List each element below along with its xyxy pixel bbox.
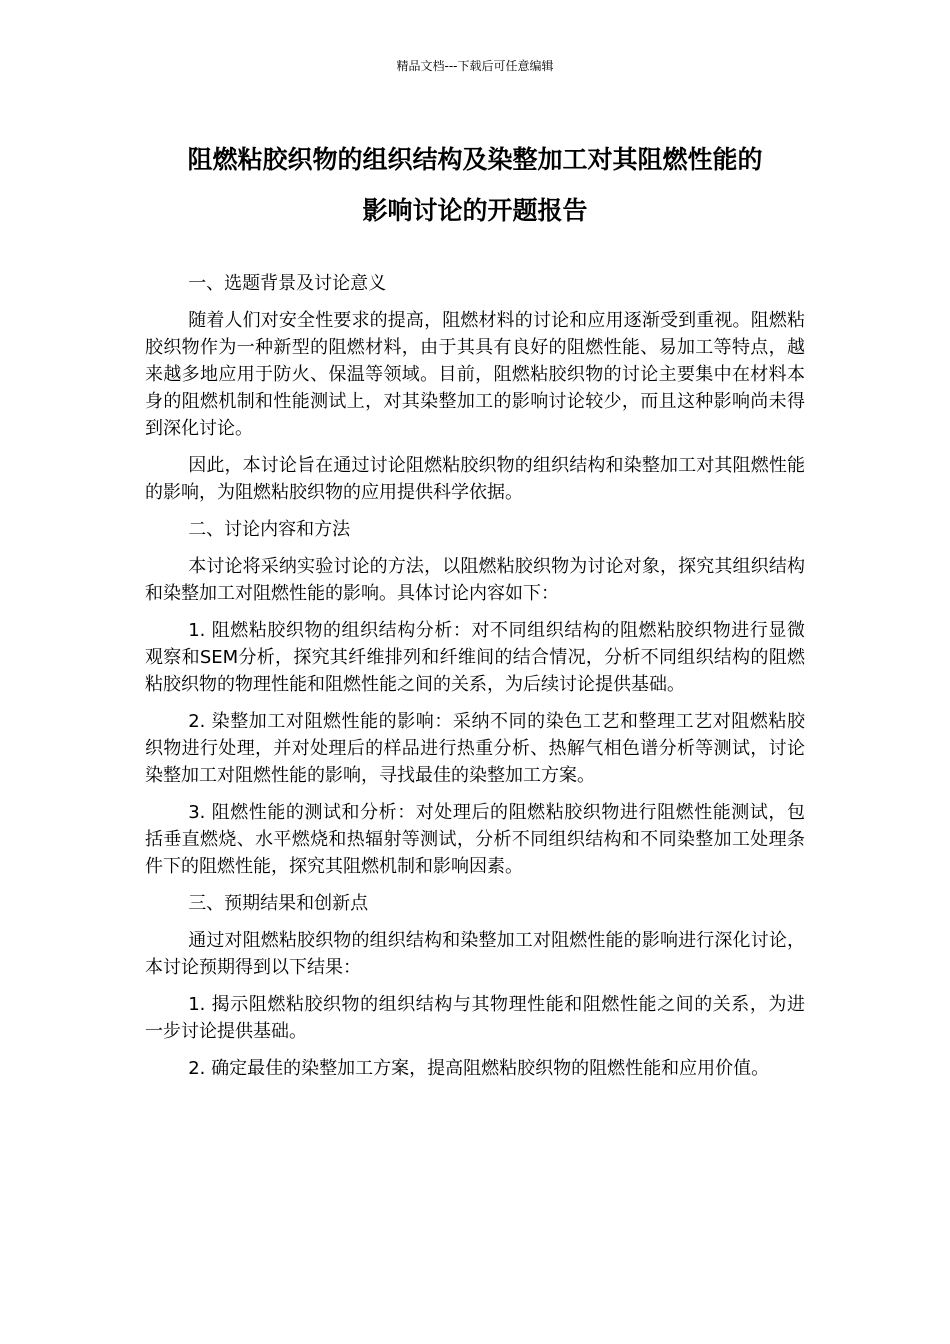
section-heading-3: 三、预期结果和创新点 — [188, 893, 369, 914]
list-item-expected-2: 2. 确定最佳的染整加工方案，提高阻燃粘胶织物的阻燃性能和应用价值。 — [188, 1058, 770, 1079]
list-item-expected-1: 1. 揭示阻燃粘胶织物的组织结构与其物理性能和阻燃性能之间的关系，为进一步讨论提供基础。 — [145, 994, 805, 1042]
section-heading-1: 一、选题背景及讨论意义 — [188, 273, 387, 294]
paragraph-background: 随着人们对安全性要求的提高，阻燃材料的讨论和应用逐渐受到重视。阻燃粘胶织物作为一种新型的阻燃材料，由于其具有良好的阻燃性能、易加工等特点，越来越多地应用于防火、保温等领域。目前，阻燃粘胶织物的讨论主要集中在材料本身的阻燃机制和性能测试上，对其染整加工的影响讨论较少，而且这种影响尚未得到深化讨论。 — [145, 310, 805, 439]
title-line-2: 影响讨论的开题报告 — [362, 196, 588, 225]
list-item-structure-analysis: 1. 阻燃粘胶织物的组织结构分析：对不同组织结构的阻燃粘胶织物进行显微观察和SEM分析，探究其纤维排列和纤维间的结合情况，分析不同组织结构的阻燃粘胶织物的物理性能和阻燃性能之间的关系，为后续讨论提供基础。 — [145, 620, 805, 695]
list-item-dyeing-finishing: 2. 染整加工对阻燃性能的影响：采纳不同的染色工艺和整理工艺对阻燃粘胶织物进行处理，并对处理后的样品进行热重分析、热解气相色谱分析等测试，讨论染整加工对阻燃性能的影响，寻找最佳的染整加工方案。 — [145, 711, 805, 786]
document-title — [120, 134, 830, 236]
list-item-flame-testing: 3. 阻燃性能的测试和分析：对处理后的阻燃粘胶织物进行阻燃性能测试，包括垂直燃烧、水平燃烧和热辐射等测试，分析不同组织结构和不同染整加工处理条件下的阻燃性能，探究其阻燃机制和影响因素。 — [145, 802, 805, 877]
paragraph-method-intro: 本讨论将采纳实验讨论的方法，以阻燃粘胶织物为讨论对象，探究其组织结构和染整加工对阻燃性能的影响。具体讨论内容如下： — [145, 556, 805, 604]
paragraph-purpose: 因此，本讨论旨在通过讨论阻燃粘胶织物的组织结构和染整加工对其阻燃性能的影响，为阻燃粘胶织物的应用提供科学依据。 — [145, 455, 805, 503]
section-heading-2: 二、讨论内容和方法 — [188, 519, 351, 540]
paragraph-expected-intro: 通过对阻燃粘胶织物的组织结构和染整加工对阻燃性能的影响进行深化讨论，本讨论预期得到以下结果： — [145, 930, 805, 978]
page-header: 精品文档---下载后可任意编辑 — [396, 59, 554, 73]
document-body — [145, 270, 805, 1092]
title-line-1: 阻燃粘胶织物的组织结构及染整加工对其阻燃性能的 — [187, 145, 763, 174]
